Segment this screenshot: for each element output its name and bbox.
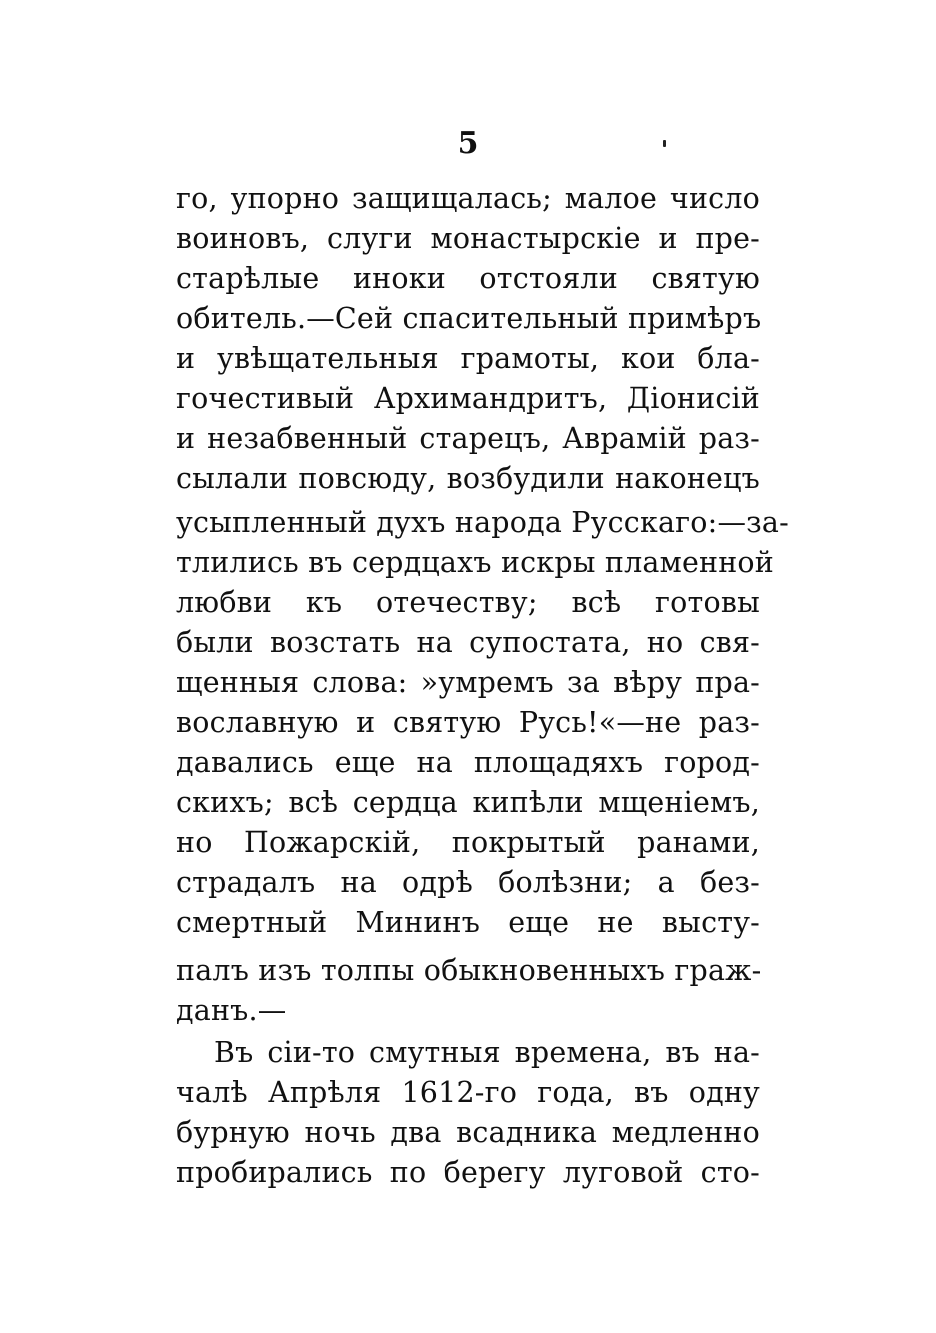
text-line: воиновъ, слуги монастырскiе и пре- [176,222,760,255]
text-line: скихъ; всѣ сердца кипѣли мщенiемъ, [176,786,760,819]
text-line: палъ изъ толпы обыкновенныхъ граж- [176,954,762,987]
text-line: го, упорно защищалась; малое число [176,182,760,215]
text-line: чалѣ Апрѣля 1612-го года, въ одну [176,1076,760,1109]
text-line: щенныя слова: »умремъ за вѣру пра- [176,666,760,699]
text-line: и незабвенный старецъ, Аврамiй раз- [176,422,760,455]
text-line: и увѣщательныя грамоты, кои бла- [176,342,760,375]
text-line: бурную ночь два всадника медленно [176,1116,760,1149]
text-line: старѣлые иноки отстояли святую [176,262,760,295]
text-line: обитель.—Сей спасительный примѣръ [176,302,762,335]
text-line: сылали повсюду, возбудили наконецъ [176,462,760,495]
text-line: любви къ отечеству; всѣ готовы [176,586,760,619]
text-line: пробирались по берегу луговой сто- [176,1156,760,1189]
text-line: тлились въ сердцахъ искры пламенной [176,546,774,579]
text-line: но Пожарскiй, покрытый ранами, [176,826,760,859]
text-line: давались еще на площадяхъ город- [176,746,760,779]
page-number: 5 [457,126,479,161]
text-line: вославную и святую Русь!«—не раз- [176,706,760,739]
text-line: были возстать на супостата, но свя- [176,626,760,659]
text-line: смертный Мининъ еще не высту- [176,906,760,939]
text-line: страдалъ на одрѣ болѣзни; а без- [176,866,760,899]
text-line: Въ сiи-то смутныя времена, въ на- [214,1036,760,1069]
text-line: данъ.— [176,994,287,1027]
text-line: усыпленный духъ народа Русскаго:—за- [176,506,789,539]
text-line: гочестивый Архимандритъ, Дiонисiй [176,382,760,415]
